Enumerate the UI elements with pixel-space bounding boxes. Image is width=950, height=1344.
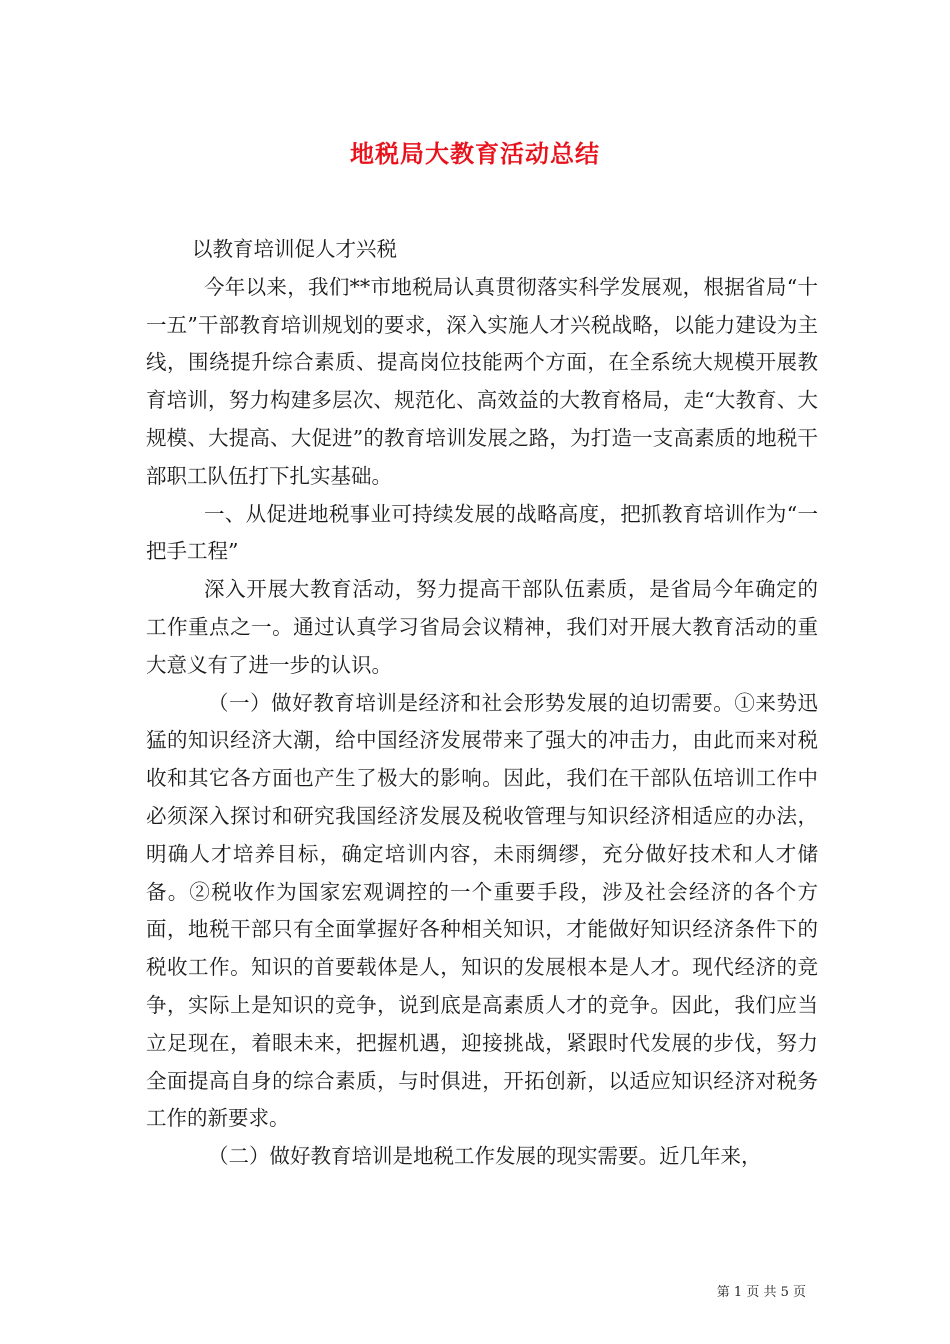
paragraph-section-1: 深入开展大教育活动，努力提高干部队伍素质，是省局今年确定的工作重点之一。通过认真学习省局会议精神，我们对开展大教育活动的重大意义有了进一步的认识。 bbox=[146, 577, 818, 677]
paragraph-intro: 今年以来，我们**市地税局认真贯彻落实科学发展观，根据省局“十一五”干部教育培训规划的要求，深入实施人才兴税战略，以能力建设为主线，围绕提升综合素质、提高岗位技能两个方面，在全系统大规模开展教育培训，努力构建多层次、规范化、高效益的大教育格局，走“大教育、大规模、大提高、大促进”的教育培训发展之路，为打造一支高素质的地税干部职工队伍打下扎实基础。 bbox=[146, 274, 818, 488]
page-number: 第 1 页 共 5 页 bbox=[716, 1285, 806, 1300]
paragraph-subsection-2: （二）做好教育培训是地税工作发展的现实需要。近几年来， bbox=[208, 1144, 762, 1169]
paragraph-subsection-1: （一）做好教育培训是经济和社会形势发展的迫切需要。①来势迅猛的知识经济大潮，给中国经济发展带来了强大的冲击力，由此而来对税收和其它各方面也产生了极大的影响。因此，我们在干部队伍培训工作中必须深入探讨和研究我国经济发展及税收管理与知识经济相适应的办法，明确人才培养目标，确定培训内容，未雨绸缪，充分做好技术和人才储备。②税收作为国家宏观调控的一个重要手段，涉及社会经济的各个方面，地税干部只有全面掌握好各种相关知识，才能做好知识经济条件下的税收工作。知识的首要载体是人，知识的发展根本是人才。现代经济的竞争，实际上是知识的竞争，说到底是高素质人才的竞争。因此，我们应当立足现在，着眼未来，把握机遇，迎接挑战，紧跟时代发展的步伐，努力全面提高自身的综合素质，与时俱进，开拓创新，以适应知识经济对税务工作的新要求。 bbox=[146, 690, 818, 1131]
document-body bbox=[146, 231, 818, 1176]
section-heading-1: 一、从促进地税事业可持续发展的战略高度，把抓教育培训作为“一把手工程” bbox=[146, 501, 818, 564]
document-title: 地税局大教育活动总结 bbox=[350, 139, 600, 168]
document-subtitle: 以教育培训促人才兴税 bbox=[192, 237, 397, 261]
